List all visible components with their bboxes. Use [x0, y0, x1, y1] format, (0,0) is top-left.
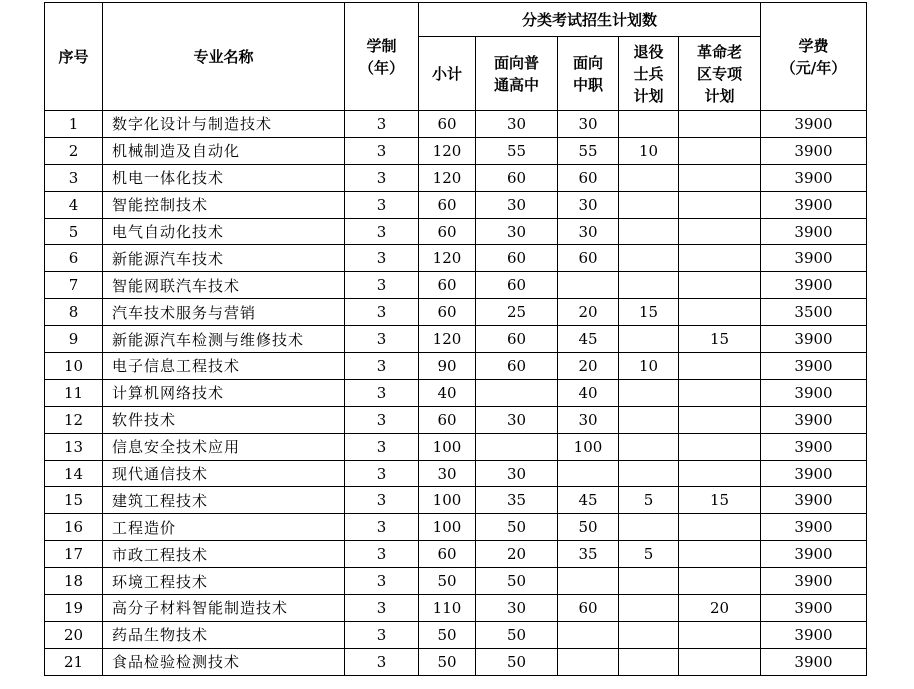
- cell-revolutionary-area: [679, 245, 761, 272]
- header-vocational-line2: 中职: [572, 75, 603, 94]
- cell-seq: 5: [45, 218, 103, 245]
- cell-general-high-school: 50: [476, 568, 558, 595]
- cell-veteran: 10: [619, 353, 679, 380]
- cell-general-high-school: [476, 433, 558, 460]
- cell-duration: 3: [345, 137, 419, 164]
- cell-revolutionary-area: [679, 406, 761, 433]
- table-row: [45, 272, 867, 299]
- cell-veteran: [619, 218, 679, 245]
- cell-general-high-school: 30: [476, 111, 558, 138]
- cell-subtotal: 100: [419, 433, 476, 460]
- cell-revolutionary-area: [679, 191, 761, 218]
- cell-vocational: 30: [558, 191, 619, 218]
- cell-subtotal: 100: [419, 487, 476, 514]
- cell-veteran: [619, 514, 679, 541]
- cell-duration: 3: [345, 164, 419, 191]
- cell-seq: 10: [45, 353, 103, 380]
- header-veteran-line1: 退役: [633, 42, 664, 61]
- table-row: [45, 299, 867, 326]
- cell-revolutionary-area: [679, 353, 761, 380]
- table-row: [45, 514, 867, 541]
- cell-subtotal: 60: [419, 218, 476, 245]
- cell-subtotal: 120: [419, 164, 476, 191]
- cell-revolutionary-area: [679, 299, 761, 326]
- cell-general-high-school: 30: [476, 191, 558, 218]
- cell-subtotal: 50: [419, 568, 476, 595]
- cell-duration: 3: [345, 299, 419, 326]
- cell-veteran: 5: [619, 541, 679, 568]
- cell-general-high-school: 60: [476, 326, 558, 353]
- table-row: [45, 595, 867, 622]
- cell-tuition: 3900: [761, 353, 867, 380]
- cell-veteran: [619, 568, 679, 595]
- header-general-line2: 通高中: [493, 75, 539, 94]
- cell-duration: 3: [345, 648, 419, 675]
- header-tuition-line2: （元/年）: [780, 58, 847, 77]
- cell-seq: 7: [45, 272, 103, 299]
- cell-veteran: [619, 433, 679, 460]
- cell-major-name: 机电一体化技术: [103, 164, 345, 191]
- cell-vocational: 40: [558, 379, 619, 406]
- cell-tuition: 3900: [761, 326, 867, 353]
- cell-tuition: 3900: [761, 191, 867, 218]
- cell-seq: 4: [45, 191, 103, 218]
- table-row: [45, 460, 867, 487]
- cell-seq: 6: [45, 245, 103, 272]
- cell-subtotal: 60: [419, 406, 476, 433]
- table-row: [45, 621, 867, 648]
- cell-subtotal: 60: [419, 541, 476, 568]
- header-duration-line2: （年）: [358, 58, 404, 77]
- cell-seq: 16: [45, 514, 103, 541]
- cell-duration: 3: [345, 353, 419, 380]
- cell-vocational: 30: [558, 111, 619, 138]
- cell-tuition: 3900: [761, 111, 867, 138]
- cell-duration: 3: [345, 406, 419, 433]
- cell-vocational: 20: [558, 299, 619, 326]
- cell-tuition: 3900: [761, 137, 867, 164]
- cell-major-name: 计算机网络技术: [103, 379, 345, 406]
- cell-duration: 3: [345, 191, 419, 218]
- cell-seq: 13: [45, 433, 103, 460]
- cell-veteran: 10: [619, 137, 679, 164]
- cell-revolutionary-area: [679, 541, 761, 568]
- cell-revolutionary-area: 15: [679, 487, 761, 514]
- cell-tuition: 3900: [761, 514, 867, 541]
- header-revolutionary-area: [679, 37, 761, 111]
- header-duration-line1: 学制: [366, 36, 397, 55]
- cell-subtotal: 50: [419, 621, 476, 648]
- cell-revolutionary-area: [679, 218, 761, 245]
- enrollment-plan-table: [44, 2, 867, 676]
- cell-major-name: 汽车技术服务与营销: [103, 299, 345, 326]
- cell-duration: 3: [345, 621, 419, 648]
- cell-vocational: [558, 568, 619, 595]
- cell-general-high-school: [476, 379, 558, 406]
- cell-veteran: [619, 272, 679, 299]
- cell-major-name: 软件技术: [103, 406, 345, 433]
- cell-vocational: 60: [558, 595, 619, 622]
- cell-seq: 8: [45, 299, 103, 326]
- cell-general-high-school: 50: [476, 621, 558, 648]
- table-body: [45, 111, 867, 676]
- cell-seq: 17: [45, 541, 103, 568]
- cell-veteran: 15: [619, 299, 679, 326]
- cell-vocational: 60: [558, 245, 619, 272]
- cell-seq: 18: [45, 568, 103, 595]
- cell-revolutionary-area: [679, 568, 761, 595]
- cell-general-high-school: 30: [476, 595, 558, 622]
- cell-subtotal: 30: [419, 460, 476, 487]
- table-row: [45, 568, 867, 595]
- cell-duration: 3: [345, 326, 419, 353]
- cell-general-high-school: 60: [476, 164, 558, 191]
- cell-major-name: 药品生物技术: [103, 621, 345, 648]
- cell-veteran: [619, 648, 679, 675]
- header-veteran: [619, 37, 679, 111]
- cell-seq: 15: [45, 487, 103, 514]
- header-revolutionary-line1: 革命老: [696, 42, 742, 61]
- header-veteran-line2: 士兵: [633, 64, 664, 83]
- cell-revolutionary-area: [679, 379, 761, 406]
- table-row: [45, 218, 867, 245]
- cell-veteran: [619, 111, 679, 138]
- cell-major-name: 市政工程技术: [103, 541, 345, 568]
- cell-major-name: 新能源汽车技术: [103, 245, 345, 272]
- header-revolutionary-line2: 区专项: [696, 64, 742, 83]
- cell-subtotal: 60: [419, 299, 476, 326]
- cell-general-high-school: 20: [476, 541, 558, 568]
- cell-subtotal: 120: [419, 137, 476, 164]
- cell-duration: 3: [345, 379, 419, 406]
- table-row: [45, 487, 867, 514]
- header-tuition: [761, 3, 867, 111]
- cell-revolutionary-area: [679, 460, 761, 487]
- cell-seq: 19: [45, 595, 103, 622]
- cell-major-name: 信息安全技术应用: [103, 433, 345, 460]
- cell-seq: 2: [45, 137, 103, 164]
- cell-duration: 3: [345, 111, 419, 138]
- header-revolutionary-line3: 计划: [704, 86, 735, 105]
- cell-major-name: 新能源汽车检测与维修技术: [103, 326, 345, 353]
- cell-major-name: 数字化设计与制造技术: [103, 111, 345, 138]
- cell-subtotal: 60: [419, 191, 476, 218]
- cell-seq: 3: [45, 164, 103, 191]
- cell-tuition: 3900: [761, 648, 867, 675]
- cell-general-high-school: 50: [476, 514, 558, 541]
- cell-duration: 3: [345, 514, 419, 541]
- cell-veteran: 5: [619, 487, 679, 514]
- header-vocational-line1: 面向: [572, 53, 603, 72]
- cell-general-high-school: 30: [476, 406, 558, 433]
- header-subtotal: 小计: [419, 37, 476, 111]
- cell-general-high-school: 30: [476, 460, 558, 487]
- cell-revolutionary-area: [679, 433, 761, 460]
- cell-vocational: [558, 460, 619, 487]
- header-duration: [345, 3, 419, 111]
- table-row: [45, 191, 867, 218]
- header-major-name: 专业名称: [103, 3, 345, 111]
- cell-major-name: 现代通信技术: [103, 460, 345, 487]
- header-vocational: [558, 37, 619, 111]
- cell-general-high-school: 60: [476, 272, 558, 299]
- table-row: [45, 137, 867, 164]
- cell-vocational: 30: [558, 406, 619, 433]
- cell-duration: 3: [345, 245, 419, 272]
- table-row: [45, 648, 867, 675]
- table-row: [45, 541, 867, 568]
- cell-veteran: [619, 379, 679, 406]
- cell-general-high-school: 35: [476, 487, 558, 514]
- cell-tuition: 3500: [761, 299, 867, 326]
- cell-general-high-school: 30: [476, 218, 558, 245]
- header-general-line1: 面向普: [493, 53, 539, 72]
- cell-duration: 3: [345, 568, 419, 595]
- cell-revolutionary-area: [679, 621, 761, 648]
- cell-duration: 3: [345, 541, 419, 568]
- cell-tuition: 3900: [761, 218, 867, 245]
- table-row: [45, 164, 867, 191]
- cell-tuition: 3900: [761, 487, 867, 514]
- cell-major-name: 机械制造及自动化: [103, 137, 345, 164]
- cell-veteran: [619, 621, 679, 648]
- cell-seq: 14: [45, 460, 103, 487]
- header-general-high-school: [476, 37, 558, 111]
- cell-major-name: 工程造价: [103, 514, 345, 541]
- header-veteran-line3: 计划: [633, 86, 664, 105]
- cell-general-high-school: 60: [476, 245, 558, 272]
- cell-major-name: 智能控制技术: [103, 191, 345, 218]
- cell-subtotal: 100: [419, 514, 476, 541]
- cell-seq: 20: [45, 621, 103, 648]
- header-plan-group: 分类考试招生计划数: [419, 3, 761, 37]
- cell-general-high-school: 55: [476, 137, 558, 164]
- cell-major-name: 环境工程技术: [103, 568, 345, 595]
- table-row: [45, 406, 867, 433]
- cell-major-name: 食品检验检测技术: [103, 648, 345, 675]
- cell-revolutionary-area: [679, 648, 761, 675]
- cell-vocational: 45: [558, 487, 619, 514]
- cell-seq: 12: [45, 406, 103, 433]
- cell-vocational: 20: [558, 353, 619, 380]
- cell-seq: 1: [45, 111, 103, 138]
- cell-revolutionary-area: 15: [679, 326, 761, 353]
- cell-veteran: [619, 406, 679, 433]
- cell-tuition: 3900: [761, 379, 867, 406]
- cell-tuition: 3900: [761, 406, 867, 433]
- cell-vocational: [558, 272, 619, 299]
- cell-tuition: 3900: [761, 460, 867, 487]
- cell-vocational: [558, 621, 619, 648]
- cell-veteran: [619, 326, 679, 353]
- cell-subtotal: 90: [419, 353, 476, 380]
- table-row: [45, 245, 867, 272]
- cell-general-high-school: 50: [476, 648, 558, 675]
- cell-vocational: 50: [558, 514, 619, 541]
- cell-tuition: 3900: [761, 568, 867, 595]
- cell-vocational: 35: [558, 541, 619, 568]
- cell-tuition: 3900: [761, 272, 867, 299]
- table-row: [45, 433, 867, 460]
- cell-duration: 3: [345, 460, 419, 487]
- cell-duration: 3: [345, 595, 419, 622]
- cell-revolutionary-area: [679, 514, 761, 541]
- cell-subtotal: 40: [419, 379, 476, 406]
- cell-subtotal: 120: [419, 245, 476, 272]
- cell-duration: 3: [345, 218, 419, 245]
- table-row: [45, 379, 867, 406]
- cell-revolutionary-area: 20: [679, 595, 761, 622]
- cell-vocational: 30: [558, 218, 619, 245]
- cell-duration: 3: [345, 433, 419, 460]
- cell-subtotal: 50: [419, 648, 476, 675]
- cell-subtotal: 110: [419, 595, 476, 622]
- cell-revolutionary-area: [679, 137, 761, 164]
- cell-revolutionary-area: [679, 164, 761, 191]
- cell-seq: 9: [45, 326, 103, 353]
- header-row-top: [45, 3, 867, 37]
- header-seq: 序号: [45, 3, 103, 111]
- cell-duration: 3: [345, 487, 419, 514]
- cell-major-name: 建筑工程技术: [103, 487, 345, 514]
- cell-general-high-school: 60: [476, 353, 558, 380]
- cell-general-high-school: 25: [476, 299, 558, 326]
- cell-tuition: 3900: [761, 541, 867, 568]
- cell-seq: 21: [45, 648, 103, 675]
- cell-seq: 11: [45, 379, 103, 406]
- cell-vocational: 55: [558, 137, 619, 164]
- cell-major-name: 电气自动化技术: [103, 218, 345, 245]
- cell-major-name: 电子信息工程技术: [103, 353, 345, 380]
- table-row: [45, 326, 867, 353]
- cell-tuition: 3900: [761, 245, 867, 272]
- cell-vocational: 45: [558, 326, 619, 353]
- cell-duration: 3: [345, 272, 419, 299]
- cell-veteran: [619, 595, 679, 622]
- table-row: [45, 353, 867, 380]
- header-tuition-line1: 学费: [798, 36, 829, 55]
- cell-veteran: [619, 164, 679, 191]
- cell-tuition: 3900: [761, 595, 867, 622]
- cell-vocational: 100: [558, 433, 619, 460]
- cell-subtotal: 60: [419, 111, 476, 138]
- cell-revolutionary-area: [679, 111, 761, 138]
- cell-veteran: [619, 245, 679, 272]
- cell-tuition: 3900: [761, 621, 867, 648]
- cell-subtotal: 120: [419, 326, 476, 353]
- cell-major-name: 智能网联汽车技术: [103, 272, 345, 299]
- cell-major-name: 高分子材料智能制造技术: [103, 595, 345, 622]
- cell-subtotal: 60: [419, 272, 476, 299]
- cell-tuition: 3900: [761, 433, 867, 460]
- cell-veteran: [619, 191, 679, 218]
- cell-vocational: 60: [558, 164, 619, 191]
- cell-tuition: 3900: [761, 164, 867, 191]
- cell-vocational: [558, 648, 619, 675]
- cell-veteran: [619, 460, 679, 487]
- table-row: [45, 111, 867, 138]
- cell-revolutionary-area: [679, 272, 761, 299]
